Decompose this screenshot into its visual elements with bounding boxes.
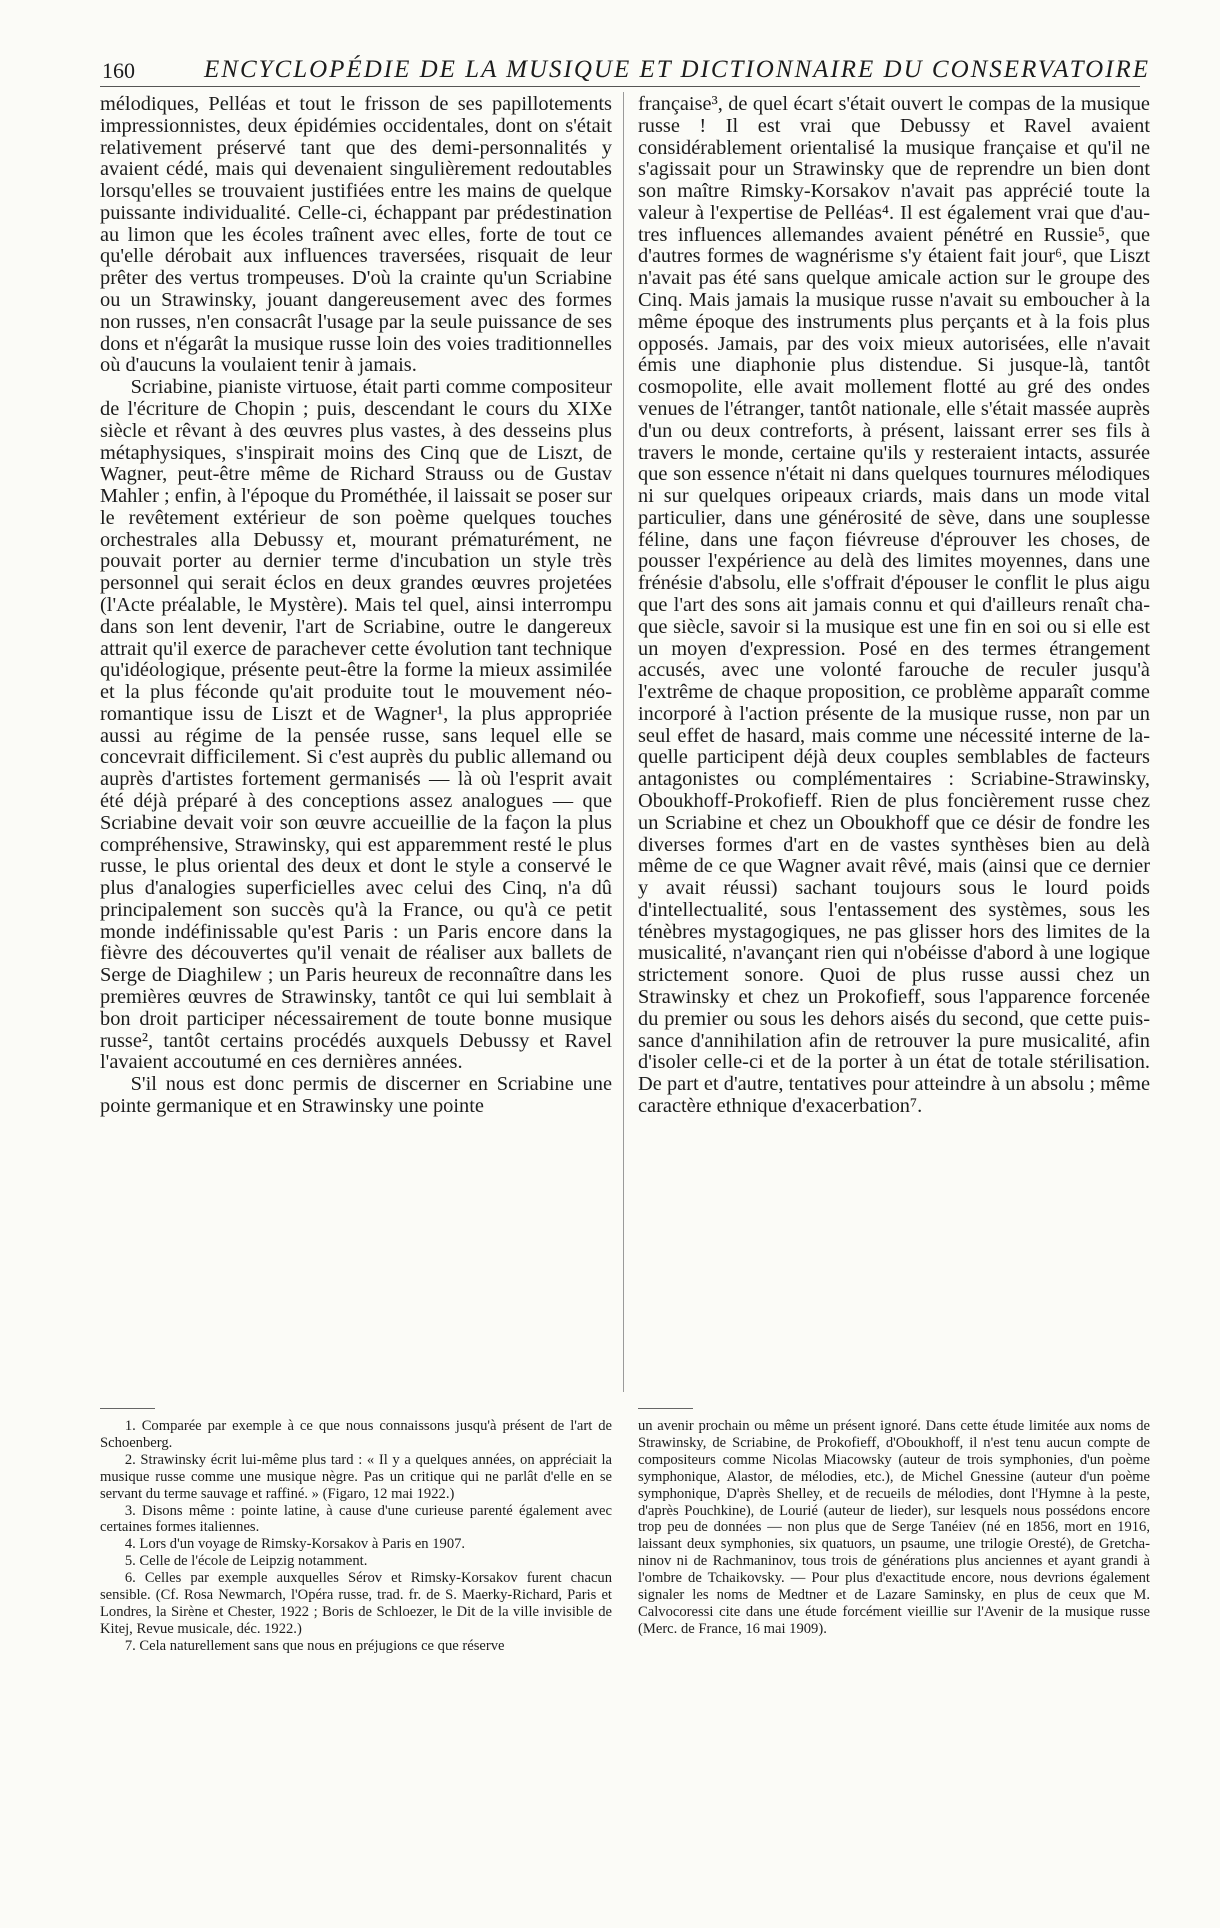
paragraph: mélodiques, Pelléas et tout le frisson de ses papillotements impressionnistes, deux épidémies occidentales, dont on s'était relativement préservé tant que des demi-personnalités y avaient cédé, mais qui devenaient singulièrement redoutables lorsqu'elles se trouvaient justifiées entre les mains de quelque puissante individualité. Celle-ci, échappant par prédestination au limon que les écoles traînent avec elles, forte de tout ce qu'elle dérobait aux influences traversées, risquait de leur prêter des vertus trompeuses. D'où la crainte qu'un Scriabine ou un Strawinsky, jouant dangereusement avec des formes non russes, n'en consacrât l'usage par la seule puissance de ses dons et n'égarât la musique russe loin des voies traditionnelles où d'aucuns la voulaient tenir à jamais. [100,93,612,377]
footnotes-right [638,1418,1150,1638]
paragraph: Scriabine, pianiste virtuose, était parti comme compositeur de l'écriture de Chopin ; puis, descendant le cours du XIXe siècle et rêvant à des œuvres plus vastes, à des desseins plus métaphysiques, s'inspirait moins des Cinq que de Liszt, de Wagner, peut-être même de Richard Strauss ou de Gustav Mahler ; enfin, à l'époque du Prométhée, il laissait se poser sur le revêtement extérieur de son poème quelques touches orchestrales alla Debussy et, mourant prématurément, ne pouvait porter au dernier terme d'incubation un style très personnel qui serait éclos en deux grandes œuvres projetées (l'Acte préalable, le Mystère). Mais tel quel, ainsi interrompu dans son lent devenir, l'art de Scriabine, outre le dangereux attrait qu'il exerce de parachever cette évolution tant technique qu'idéologique, présente peut-être la forme la mieux assimilée et la plus féconde qu'ait produite tout le mouvement néo-romantique issu de Liszt et de Wagner¹, la plus appropriée aussi au régime de la pensée russe, sans lequel elle se concevrait difficilement. Si c'est auprès du public allemand ou auprès d'artistes fortement germanisés — là où l'esprit avait été déjà préparé à des conceptions assez analogues — que Scriabine devait voir son œuvre accueillie de la façon la plus compréhensive, Strawinsky, qui est apparemment resté le plus russe, le plus oriental des deux et dont le style a conservé le plus d'analogies superficielles avec celui des Cinq, n'a dû principalement son succès qu'à la France, ou qu'à ce petit monde indéfinissable qu'est Paris : un Paris encore dans la fièvre des découvertes qu'il venait de réaliser aux ballets de Serge de Diaghilew ; un Paris heureux de reconnaître dans les premières œuvres de Strawinsky, tantôt ce qui lui semblait à bon droit participer nécessairement de toute bonne musique russe², tantôt certains procédés auxquels Debussy et Ravel l'avaient accoutumé en ces dernières années. [100,376,612,1074]
footnote-separator [100,1408,155,1409]
footnote-6: 6. Celles par exemple auxquelles Sérov et Rimsky-Korsakov furent chacun sensible. (Cf. Rosa Newmarch, l'Opéra russe, trad. fr. de S. Maerky-Richard, Paris et Londres, la Sirène et Chester, 1922 ; Boris de Schloezer, le Dit de la ville invisible de Kitej, Revue musicale, déc. 1922.) [100,1570,612,1637]
footnote-1: 1. Comparée par exemple à ce que nous connaissons jusqu'à présent de l'art de Schoenberg. [100,1418,612,1451]
footnote-7: 7. Cela naturellement sans que nous en préjugions ce que réserve [124,1637,505,1654]
header-rule [100,86,1140,87]
page-header [80,52,1151,86]
footnote-separator [638,1408,693,1409]
left-column [100,94,612,1118]
paragraph: française³, de quel écart s'était ouvert le compas de la musique russe ! Il est vrai que Debussy et Ravel avaient considérablement orientalisé la musique française et qu'il ne s'agissait pour un Strawinsky que de reprendre un bien dont son maître Rimsky-Korsakov n'avait pas apprécié toute la valeur à l'expertise de Pelléas⁴. Il est également vrai que d'autres influences allemandes avaient pénétré en Russie⁵, que d'autres formes de wagnérisme s'y étaient fait jour⁶, que Liszt n'avait pas été sans quelque amicale action sur le groupe des Cinq. Mais jamais la musique russe n'avait su emboucher à la même époque des instruments plus perçants et à la fois plus opposés. Jamais, par des voix mieux autorisées, elle n'avait émis une diaphonie plus distendue. Si jusque-là, tantôt cosmopolite, elle avait mollement flotté au gré des ondes venues de l'étranger, tantôt nationale, elle s'était massée auprès d'un ou deux contreforts, à présent, laissant errer ses fils à travers le monde, certaine qu'ils y resteraient intacts, assurée que son essence n'était ni dans quelques tournures mélodiques ni sur quelques oripeaux criards, mais dans un mode vital particulier, dans une générosité de sève, dans une souplesse féline, dans une façon fiévreuse d'éprouver les choses, de pousser l'expérience au delà des limites moyennes, dans une frénésie d'absolu, elle s'offrait d'épouser le conflit le plus aigu que l'art des sons ait jamais connu et qui d'ailleurs renaît chaque siècle, savoir si la musique est une fin en soi ou si elle est un moyen d'expression. Posé en des termes étrangement accusés, avec une volonté farouche de reculer jusqu'à l'extrême de chaque proposition, ce problème apparaît comme incorporé à l'action présente de la musique russe, non par un seul effet de hasard, mais comme une nécessité interne de laquelle participent déjà deux couples semblables de facteurs antagonistes ou complémentaires : Scriabine-Strawinsky, Oboukhoff-Prokofieff. Rien de plus foncièrement russe chez un Scriabine et chez un Oboukhoff que ce désir de fondre les diverses formes d'art en de vastes synthèses bien au delà même de ce que Wagner avait rêvé, mais (ainsi que ce dernier y avait réussi) sachant toujours sous le lourd poids d'intellectualité, sous l'entassement des systèmes, sous les ténèbres mystagogiques, ne pas glisser hors des limites de la musicalité, n'avançant rien qui n'obéisse d'abord à une logique strictement sonore. Quoi de plus russe aussi chez un Strawinsky et chez un Prokofieff, sous l'apparence forcenée du premier ou sous les dehors aisés du second, que cette puissance d'annihilation afin de retrouver la pure musicalité, afin d'isoler celle-ci et de la porter à un état de totale stérilisation. De part et d'autre, tentatives pour atteindre à un absolu ; même caractère ethnique d'exacerbation⁷. [638,93,1150,1117]
running-title: ENCYCLOPÉDIE DE LA MUSIQUE ET DICTIONNAIRE DU CONSERVATOIRE [204,56,1151,83]
footnote-7-continued: un avenir prochain ou même un présent ignoré. Dans cette étude limitée aux noms de Strawinsky, de Scriabine, de Prokofieff, d'Oboukhoff, il n'est tenu aucun compte de compositeurs comme Nicolas Miacowsky (auteur de trois symphonies, d'un poème symphonique, Alastor, de mélodies, etc.), de Michel Gnessine (auteur d'un poème symphonique, D'après Shelley, et de recueils de mélodies, dont l'Hymne à la peste, d'après Pouchkine), de Lourié (auteur de lieder), sur lesquels nous possédons encore trop peu de données — non plus que de Serge Tanéiev (né en 1856, mort en 1916, laissant deux symphonies, six quatuors, un psaume, une trilogie Oresté), de Gretchaninov ni de Rachmaninov, tous trois de générations plus anciennes et ayant grandi à l'ombre de Tchaikovsky. — Pour plus d'exactitude encore, nous devrions également signaler les noms de Medtner et de Lazare Saminsky, en plus de ceux que M. Calvocoressi cite dans une étude forcément vieillie sur l'Avenir de la musique russe (Merc. de France, 16 mai 1909). [638,1418,1150,1637]
footnote-5: 5. Celle de l'école de Leipzig notamment. [124,1553,368,1570]
footnote-2: 2. Strawinsky écrit lui-même plus tard : « Il y a quelques années, on appréciait la musique russe comme une musique nègre. Pas un critique qui ne parlât d'elle en se servant du terme sauvage et raffiné. » (Figaro, 12 mai 1922.) [100,1451,612,1502]
footnote-3: 3. Disons même : pointe latine, à cause d'une curieuse parenté également avec certaines formes italiennes. [100,1502,612,1536]
right-column [638,94,1150,1118]
footnote-4: 4. Lors d'un voyage de Rimsky-Korsakov à Paris en 1907. [124,1536,466,1553]
page-number: 160 [102,58,135,83]
footnotes-left [100,1418,612,1655]
column-divider [623,92,624,1392]
paragraph: S'il nous est donc permis de discerner en Scriabine une pointe germanique et en Strawinsky une pointe [100,1073,612,1117]
